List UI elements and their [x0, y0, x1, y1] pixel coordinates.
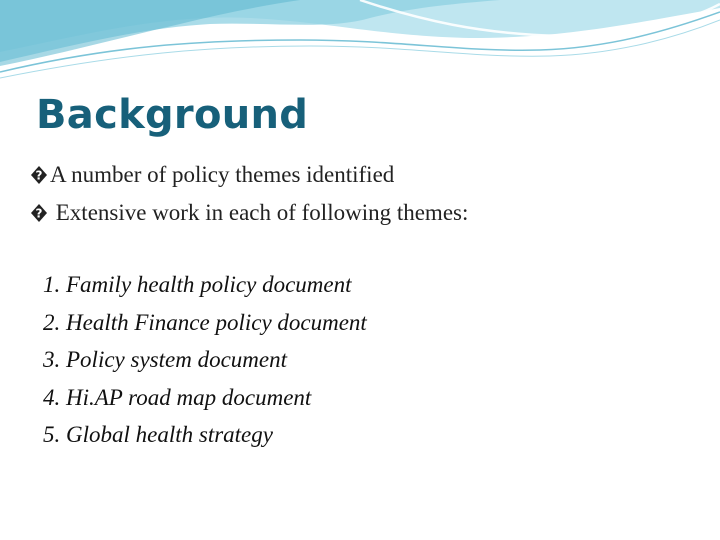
bullet-list — [30, 156, 690, 232]
bullet-text: Extensive work in each of following themes: — [50, 200, 469, 225]
replacement-char-icon — [30, 203, 48, 223]
list-item: 3. Policy system document — [43, 347, 287, 372]
list-item: 4. Hi.AP road map document — [43, 384, 312, 410]
list-item: 2. Health Finance policy document — [43, 309, 367, 335]
svg-text:?: ? — [35, 168, 43, 183]
numbered-list — [43, 266, 683, 454]
replacement-char-icon — [30, 165, 48, 185]
svg-text:?: ? — [35, 206, 43, 221]
header-wave-decoration — [0, 0, 720, 90]
bullet-text: A number of policy themes identified — [50, 162, 395, 187]
slide-title: Background — [36, 92, 309, 138]
list-item: 5. Global health strategy — [43, 422, 273, 447]
bullet-item — [30, 194, 690, 232]
list-item: 1. Family health policy document — [43, 272, 352, 297]
bullet-item — [30, 156, 690, 194]
